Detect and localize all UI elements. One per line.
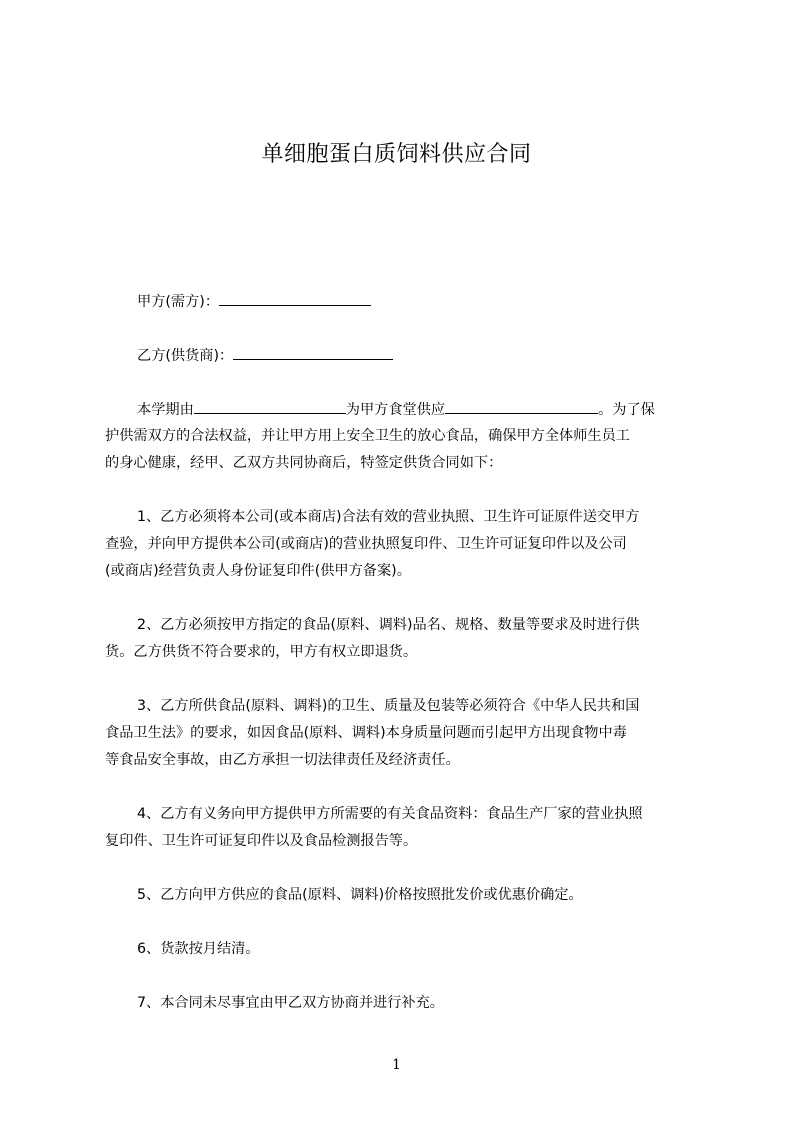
intro-line-2: 护供需双方的合法权益，并让甲方用上安全卫生的放心食品，确保甲方全体师生员工 [105,428,630,444]
clause-6: 6、货款按月结清。 [137,941,260,957]
clause-7: 7、本合同未尽事宜由甲乙双方协商并进行补充。 [137,995,444,1011]
clause-2-line-2: 货。乙方供货不符合要求的，甲方有权立即退货。 [105,644,418,660]
clause-3-line-2: 食品卫生法》的要求，如因食品(原料、调料)本身质量问题而引起甲方出现食物中毒 [105,725,627,741]
document-title: 单细胞蛋白质饲料供应合同 [261,142,532,167]
party-b-line [137,345,393,366]
clause-5: 5、乙方向甲方供应的食品(原料、调料)价格按照批发价或优惠价确定。 [137,887,583,903]
intro-suffix: 。为了保 [598,402,655,418]
clause-1-line-3: (或商店)经营负责人身份证复印件(供甲方备案)。 [105,563,411,579]
clause-4-line-1: 4、乙方有义务向甲方提供甲方所需要的有关食品资料：食品生产厂家的营业执照 [137,806,643,822]
party-b-label: 乙方(供货商)： [137,348,234,364]
clause-1-line-1: 1、乙方必须将本公司(或本商店)合法有效的营业执照、卫生许可证原件送交甲方 [137,509,640,525]
party-a-label: 甲方(需方)： [137,294,220,310]
party-b-blank [233,345,393,360]
clause-4-line-2: 复印件、卫生许可证复印件以及食品检测报告等。 [105,833,418,849]
clause-2-line-1: 2、乙方必须按甲方指定的食品(原料、调料)品名、规格、数量等要求及时进行供 [137,617,640,633]
page-number: 1 [392,1057,401,1073]
intro-line-3: 的身心健康，经甲、乙双方共同协商后，特签定供货合同如下： [105,455,503,471]
party-a-line [137,291,371,312]
supplied-goods-blank [445,399,598,414]
clause-3-line-1: 3、乙方所供食品(原料、调料)的卫生、质量及包装等必须符合《中华人民共和国 [137,698,640,714]
intro-line-1 [137,399,655,420]
intro-middle: 为甲方食堂供应 [345,402,446,418]
clause-3-line-3: 等食品安全事故，由乙方承担一切法律责任及经济责任。 [105,752,460,768]
party-a-blank [219,291,371,306]
supplier-name-blank [194,399,346,414]
intro-prefix: 本学期由 [137,402,194,418]
clause-1-line-2: 查验，并向甲方提供本公司(或商店)的营业执照复印件、卫生许可证复印件以及公司 [105,536,627,552]
